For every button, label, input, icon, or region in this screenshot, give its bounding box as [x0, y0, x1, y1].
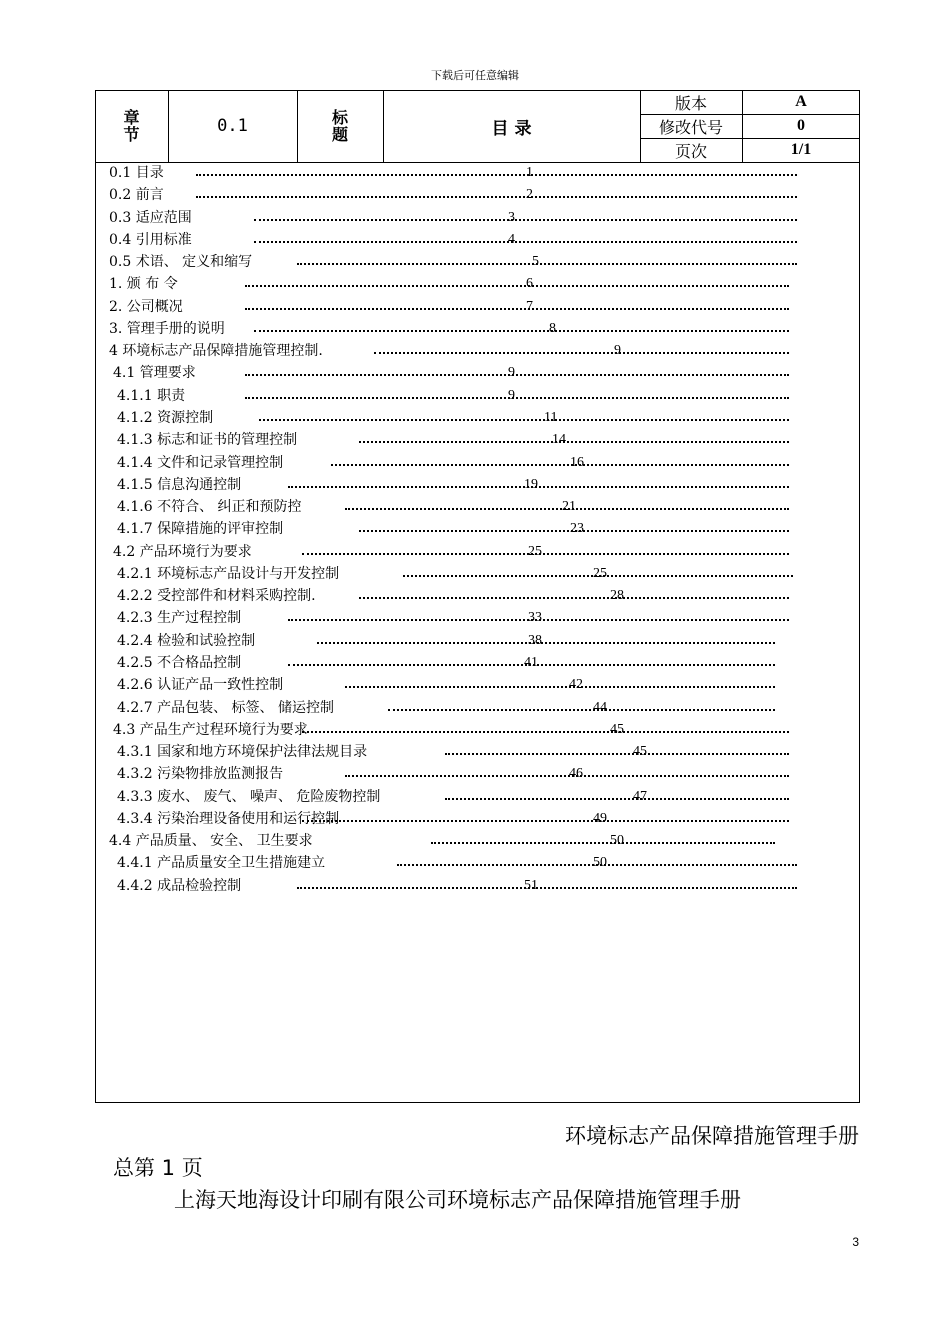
- toc-entry: [0, 699, 950, 721]
- title-label-char: 题: [331, 125, 348, 144]
- toc-entry-label: 4.3 产品生产过程环境行为要求: [113, 721, 308, 738]
- toc-entry-page: 16: [570, 454, 584, 470]
- toc-leader-dots: [302, 820, 789, 822]
- toc-entry: [0, 364, 950, 386]
- toc-entry: [0, 609, 950, 631]
- toc-entry-label: 4.1.1 职责: [117, 387, 186, 404]
- toc-entry-label: 4.1.2 资源控制: [117, 410, 214, 426]
- toc-entry: [0, 253, 950, 275]
- toc-leader-dots: [254, 330, 789, 332]
- toc-leader-dots: [445, 753, 789, 755]
- toc-entry: [0, 275, 950, 297]
- toc-entry: [0, 342, 950, 364]
- toc-entry-page: 2: [526, 187, 533, 203]
- toc-entry-page: 46: [569, 766, 583, 782]
- toc-leader-dots: [254, 241, 797, 243]
- toc-leader-dots: [431, 842, 775, 844]
- toc-entry: [0, 320, 950, 342]
- toc-entry-page: 6: [526, 276, 533, 292]
- toc-entry-page: 49: [593, 810, 607, 826]
- toc-entry-label: 0.5 术语、 定义和缩写: [109, 254, 253, 271]
- toc-leader-dots: [196, 174, 797, 176]
- toc-entry-label: 0.2 前言: [109, 187, 164, 204]
- toc-entry-label: 0.4 引用标准: [109, 231, 192, 248]
- toc-entry: [0, 186, 950, 208]
- toc-entry-page: 5: [532, 254, 539, 270]
- toc-entry: [0, 721, 950, 743]
- top-note: 下载后可任意编辑: [431, 69, 519, 82]
- toc-entry-page: 9: [508, 387, 515, 403]
- toc-entry: [0, 654, 950, 676]
- toc-entry-page: 7: [526, 298, 533, 314]
- toc-entry-label: 4.3.1 国家和地方环境保护法律法规目录: [117, 744, 368, 760]
- toc-entry: [0, 854, 950, 876]
- toc-entry: [0, 788, 950, 810]
- toc-entry-label: 4.4.2 成品检验控制: [117, 877, 242, 894]
- toc-leader-dots: [345, 775, 789, 777]
- version-label: 版本: [674, 93, 707, 113]
- chapter-label-char: 节: [123, 125, 140, 144]
- toc-leader-dots: [297, 887, 797, 889]
- toc-leader-dots: [297, 263, 797, 265]
- toc-entry-page: 45: [610, 721, 624, 737]
- toc-entry-page: 9: [508, 365, 515, 381]
- toc-entry-page: 19: [524, 476, 538, 492]
- page-label: 页次: [674, 141, 707, 161]
- toc-entry: [0, 164, 950, 186]
- toc-entry-label: 4.1.3 标志和证书的管理控制: [117, 432, 298, 449]
- toc-entry-label: 0.3 适应范围: [109, 209, 192, 226]
- toc-leader-dots: [196, 196, 797, 198]
- toc-leader-dots: [254, 219, 797, 221]
- toc-entry: [0, 743, 950, 765]
- toc-leader-dots: [245, 374, 789, 376]
- toc-entry-label: 2. 公司概况: [109, 298, 183, 315]
- toc-entry-label: 4.2 产品环境行为要求: [113, 543, 252, 560]
- revision-value: 0: [797, 117, 805, 134]
- toc-leader-dots: [317, 642, 775, 644]
- title-label-char: 标: [331, 108, 348, 127]
- toc-leader-dots: [245, 285, 789, 287]
- toc-leader-dots: [331, 464, 789, 466]
- toc-entry: [0, 810, 950, 832]
- toc-entry-label: 4.1.5 信息沟通控制: [117, 476, 242, 493]
- toc-entry: [0, 877, 950, 899]
- toc-entry-label: 4 环境标志产品保障措施管理控制.: [109, 343, 323, 360]
- chapter-label-char: 章: [123, 108, 140, 127]
- toc-leader-dots: [259, 419, 789, 421]
- toc-entry-page: 11: [544, 410, 558, 425]
- toc-leader-dots: [245, 397, 789, 399]
- title-value: 目 录: [491, 118, 532, 139]
- toc-entry-page: 50: [610, 833, 624, 849]
- toc-entry-page: 9: [614, 343, 621, 359]
- toc-entry-label: 4.2.1 环境标志产品设计与开发控制: [117, 565, 340, 582]
- toc-entry: [0, 565, 950, 587]
- page-number: 3: [852, 1235, 859, 1249]
- toc-leader-dots: [374, 352, 789, 354]
- toc-entry-label: 4.2.3 生产过程控制: [117, 610, 242, 627]
- chapter-value: 0.1: [217, 116, 248, 136]
- toc-entry: [0, 765, 950, 787]
- toc-entry: [0, 476, 950, 498]
- toc-entry-label: 4.3.4 污染治理设备使用和运行控制: [117, 810, 340, 827]
- toc-entry-label: 4.1.6 不符合、 纠正和预防控: [117, 499, 302, 516]
- toc-entry-page: 50: [593, 855, 607, 871]
- toc-entry: [0, 520, 950, 542]
- toc-entry: [0, 676, 950, 698]
- toc-leader-dots: [302, 731, 789, 733]
- toc-entry-page: 14: [552, 432, 566, 448]
- toc-leader-dots: [445, 798, 789, 800]
- toc-entry: [0, 543, 950, 565]
- toc-entry-label: 1. 颁 布 令: [109, 276, 178, 293]
- toc-entry-page: 4: [508, 231, 515, 247]
- toc-leader-dots: [359, 441, 789, 443]
- toc-entry: [0, 454, 950, 476]
- toc-entry-page: 3: [508, 209, 515, 225]
- toc-entry-page: 21: [562, 499, 576, 515]
- toc-entry-page: 42: [569, 677, 583, 693]
- manual-title: 环境标志产品保障措施管理手册: [565, 1124, 859, 1148]
- toc-entry-label: 4.3.3 废水、 废气、 噪声、 危险废物控制: [117, 788, 381, 805]
- toc-entry: [0, 387, 950, 409]
- toc-leader-dots: [245, 308, 789, 310]
- toc-entry-page: 51: [524, 877, 538, 893]
- toc-entry-page: 25: [528, 543, 542, 559]
- revision-label: 修改代号: [658, 117, 723, 137]
- toc-entry: [0, 587, 950, 609]
- toc-entry: [0, 498, 950, 520]
- toc-entry-page: 45: [633, 744, 647, 759]
- toc-leader-dots: [388, 709, 775, 711]
- toc-entry-label: 4.2.4 检验和试验控制: [117, 632, 256, 649]
- toc-entry-page: 23: [570, 521, 584, 537]
- toc-entry: [0, 231, 950, 253]
- toc-entry-label: 4.2.5 不合格品控制: [117, 654, 242, 671]
- toc-entry-label: 0.1 目录: [109, 165, 164, 181]
- toc-entry: [0, 209, 950, 231]
- toc-entry-page: 8: [549, 320, 556, 336]
- toc-entry: [0, 298, 950, 320]
- toc-entry-label: 3. 管理手册的说明: [109, 320, 225, 337]
- toc-entry-label: 4.3.2 污染物排放监测报告: [117, 766, 284, 783]
- total-page: 总第 1 页: [113, 1156, 203, 1180]
- toc-entry-page: 33: [528, 610, 542, 626]
- toc-entry-label: 4.2.6 认证产品一致性控制: [117, 677, 284, 694]
- toc-entry: [0, 409, 950, 431]
- toc-entry-label: 4.4 产品质量、 安全、 卫生要求: [109, 833, 313, 850]
- toc-leader-dots: [288, 486, 789, 488]
- version-value: A: [795, 93, 807, 110]
- toc-entry: [0, 632, 950, 654]
- toc-leader-dots: [345, 686, 775, 688]
- toc-entry-page: 44: [593, 699, 607, 715]
- toc-entry: [0, 431, 950, 453]
- toc-entry-label: 4.1 管理要求: [113, 365, 196, 382]
- toc-entry-label: 4.1.7 保障措施的评审控制: [117, 521, 284, 538]
- toc-entry-page: 1: [526, 165, 533, 180]
- toc-entry: [0, 832, 950, 854]
- toc-entry-page: 41: [524, 654, 538, 670]
- company-manual-title: 上海天地海设计印刷有限公司环境标志产品保障措施管理手册: [174, 1188, 741, 1212]
- toc-entry-label: 4.4.1 产品质量安全卫生措施建立: [117, 855, 326, 872]
- toc-entry-page: 47: [633, 788, 647, 804]
- toc-entry-label: 4.2.7 产品包装、 标签、 储运控制: [117, 699, 334, 716]
- page-value: 1/1: [790, 141, 812, 158]
- toc-entry-label: 4.2.2 受控部件和材料采购控制.: [117, 588, 316, 605]
- toc-leader-dots: [359, 597, 789, 599]
- toc-entry-page: 25: [593, 565, 607, 581]
- toc-entry-label: 4.1.4 文件和记录管理控制: [117, 454, 284, 471]
- toc-entry-page: 38: [528, 632, 542, 648]
- toc-entry-page: 28: [610, 588, 624, 604]
- toc-leader-dots: [302, 553, 789, 555]
